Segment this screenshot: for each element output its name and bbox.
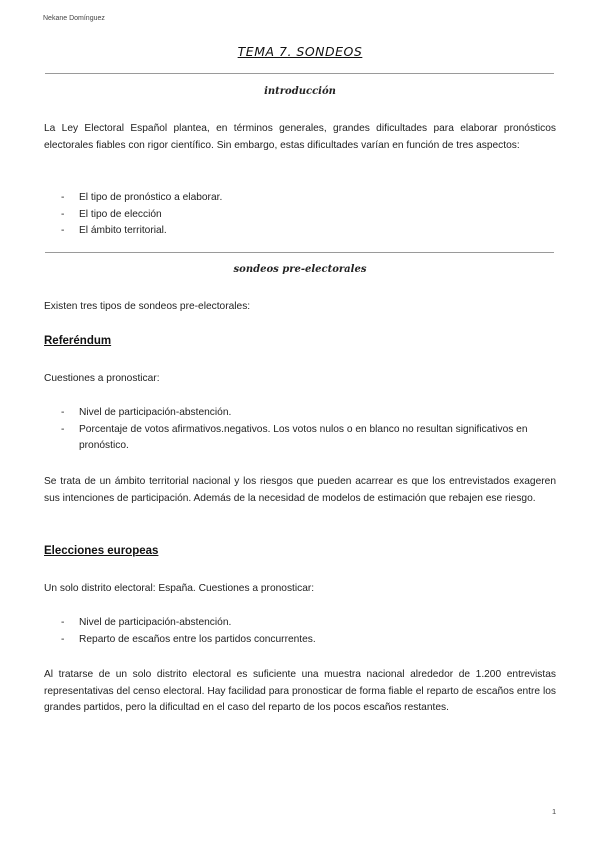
subheading-referendum: Referéndum (44, 335, 112, 347)
divider (45, 252, 554, 253)
list-item-text: El tipo de elección (79, 208, 162, 220)
list-item-text: Nivel de participación-abstención. (79, 407, 232, 418)
divider (45, 73, 554, 74)
list-item: - El ámbito territorial. (61, 225, 167, 236)
referendum-bullet-list (44, 405, 556, 455)
europeas-bullet-list (44, 615, 556, 648)
page-number: 1 (552, 807, 557, 816)
list-item-text: Nivel de participación-abstención. (79, 617, 232, 628)
list-item-text: Porcentaje de votos afirmativos.negativos. Los votos nulos o en blanco no resultan significativos en pronóstico. (79, 423, 528, 451)
list-item: - Nivel de participación-abstención. (61, 617, 232, 628)
section-heading-introduccion: introducción (264, 86, 336, 97)
list-item: - Reparto de escaños entre los partidos concurrentes. (61, 633, 316, 645)
sondeos-intro: Existen tres tipos de sondeos pre-electorales: (44, 301, 251, 312)
subheading-elecciones-europeas: Elecciones europeas (44, 545, 159, 557)
list-item-text: El tipo de pronóstico a elaborar. (79, 192, 223, 203)
intro-bullet-list (44, 190, 556, 240)
list-item: - Nivel de participación-abstención. (61, 407, 232, 418)
page-title: TEMA 7. SONDEOS (237, 44, 363, 59)
list-item-text: El ámbito territorial. (79, 225, 167, 236)
list-item-text: Reparto de escaños entre los partidos concurrentes. (79, 633, 316, 645)
list-item: - El tipo de elección (61, 208, 162, 220)
referendum-lead: Cuestiones a pronosticar: (44, 373, 160, 384)
list-item: - Porcentaje de votos afirmativos.negativos. Los votos nulos o en blanco no resultan significativos en pronóstico. (61, 423, 528, 451)
section-heading-sondeos: sondeos pre-electorales (233, 264, 367, 275)
europeas-paragraph: Al tratarse de un solo distrito electoral es suficiente una muestra nacional alrededor de 1.200 entrevistas representativas del censo electoral. Hay facilidad para pronosticar de forma fiable el reparto de escaños entre los grandes partidos, pero la dificultad en el caso del reparto de los pocos escaños restantes. (44, 669, 556, 713)
author-name: Nekane Domínguez (43, 15, 105, 22)
intro-paragraph: La Ley Electoral Español plantea, en términos generales, grandes dificultades para elaborar pronósticos electorales fiables con rigor científico. Sin embargo, estas dificultades varían en función de tres aspectos: (44, 123, 556, 151)
referendum-paragraph: Se trata de un ámbito territorial nacional y los riesgos que pueden acarrear es que los entrevistados exageren sus intenciones de participación. Además de la necesidad de modelos de estimación que rebajen ese riesgo. (44, 476, 556, 504)
list-item: - El tipo de pronóstico a elaborar. (61, 192, 223, 203)
europeas-lead: Un solo distrito electoral: España. Cuestiones a pronosticar: (44, 583, 315, 594)
